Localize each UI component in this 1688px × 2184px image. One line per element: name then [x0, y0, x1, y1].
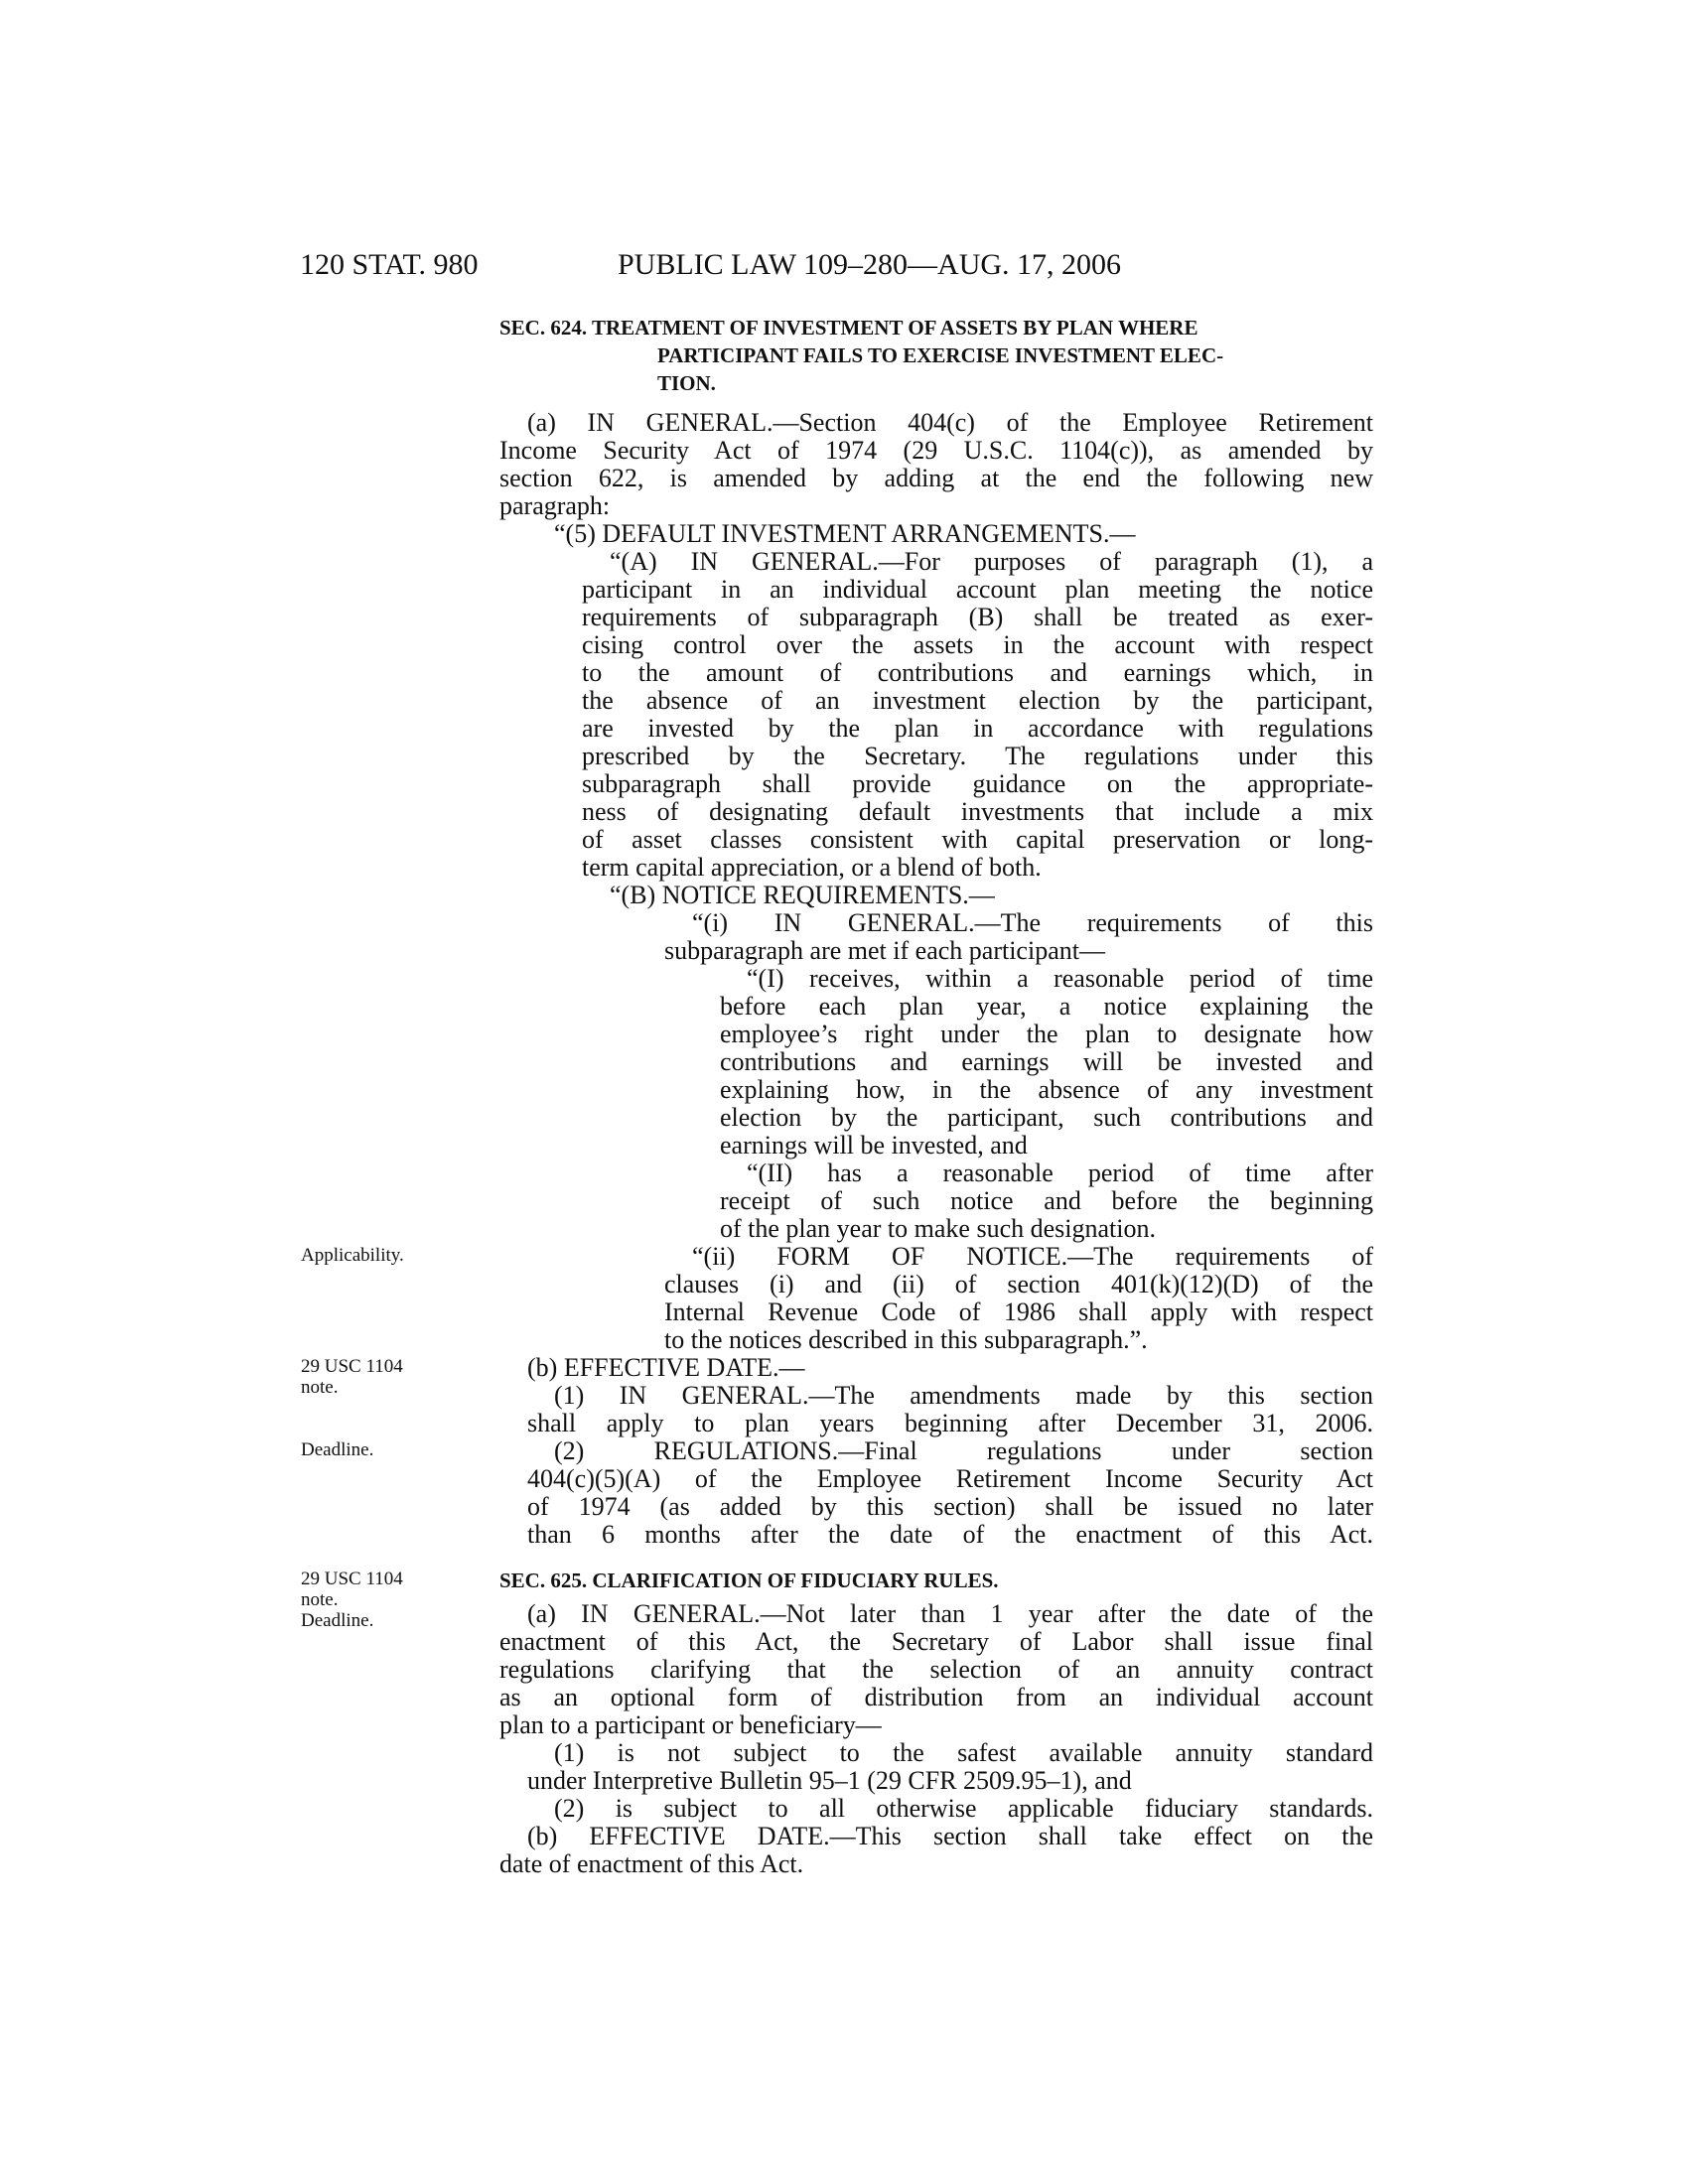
body-line: receipt of such notice and before the beginning [720, 1186, 1373, 1215]
running-header-law: PUBLIC LAW 109–280—AUG. 17, 2006 [618, 248, 1122, 281]
body-line: shall apply to plan years beginning after December 31, 2006. [527, 1409, 1373, 1437]
body-line: employee’s right under the plan to designate how [720, 1020, 1373, 1048]
body-line: Internal Revenue Code of 1986 shall apply with respect [664, 1297, 1373, 1326]
body-line: plan to a participant or beneficiary— [499, 1710, 882, 1739]
body-line: (1) is not subject to the safest available annuity standard [554, 1738, 1373, 1767]
body-line: paragraph: [499, 491, 611, 520]
body-line: “(B) NOTICE REQUIREMENTS.— [610, 881, 995, 909]
body-line: as an optional form of distribution from an individual account [499, 1683, 1373, 1711]
body-line: of 1974 (as added by this section) shall be issued no later [527, 1492, 1373, 1521]
margin-note-usc-note: note. [301, 1377, 339, 1398]
body-line: enactment of this Act, the Secretary of Labor shall issue final [499, 1627, 1373, 1656]
body-line: under Interpretive Bulletin 95–1 (29 CFR 2509.95–1), and [527, 1766, 1132, 1795]
body-line: participant in an individual account plan meeting the notice [582, 575, 1373, 604]
body-line: to the notices described in this subparagraph.”. [664, 1325, 1148, 1354]
margin-note-usc-line: 29 USC 1104 [301, 1569, 403, 1589]
margin-note-usc-line: 29 USC 1104 [301, 1356, 403, 1377]
body-line: (2) REGULATIONS.—Final regulations under section [554, 1436, 1373, 1465]
body-line: (1) IN GENERAL.—The amendments made by this section [554, 1381, 1373, 1410]
body-line: term capital appreciation, or a blend of both. [582, 853, 1042, 882]
body-line: 404(c)(5)(A) of the Employee Retirement Income Security Act [527, 1464, 1373, 1493]
body-line: contributions and earnings will be invested and [720, 1047, 1373, 1076]
body-line: than 6 months after the date of the enactment of this Act. [527, 1520, 1373, 1549]
body-line: are invested by the plan in accordance with regulations [582, 714, 1373, 743]
margin-note-usc-1104-deadline [301, 1569, 403, 1631]
body-line: explaining how, in the absence of any investment [720, 1075, 1373, 1104]
section-624-heading-line1: SEC. 624. TREATMENT OF INVESTMENT OF ASSETS BY PLAN WHERE [499, 316, 1198, 340]
body-line: before each plan year, a notice explaining the [720, 992, 1373, 1021]
body-line: clauses (i) and (ii) of section 401(k)(12)(D) of the [664, 1270, 1373, 1298]
body-line: of the plan year to make such designation. [720, 1214, 1156, 1243]
body-line: of asset classes consistent with capital preservation or long- [582, 825, 1373, 854]
body-line: “(i) IN GENERAL.—The requirements of this [692, 908, 1373, 937]
margin-note-usc-1104 [301, 1356, 403, 1398]
body-line: the absence of an investment election by the participant, [582, 686, 1373, 715]
body-line: subparagraph are met if each participant— [664, 936, 1105, 965]
body-line: Income Security Act of 1974 (29 U.S.C. 1104(c)), as amended by [499, 436, 1373, 465]
body-line: “(II) has a reasonable period of time after [747, 1159, 1373, 1187]
body-line: earnings will be invested, and [720, 1131, 1028, 1160]
body-line: “(I) receives, within a reasonable period of time [747, 964, 1373, 993]
margin-note-deadline: Deadline. [301, 1439, 374, 1460]
body-line: (a) IN GENERAL.—Section 404(c) of the Employee Retirement [527, 408, 1373, 437]
section-624-heading-line2: PARTICIPANT FAILS TO EXERCISE INVESTMENT ELEC- [657, 343, 1224, 367]
section-624-heading-line3: TION. [657, 371, 716, 395]
margin-note-deadline: Deadline. [301, 1610, 374, 1631]
running-header-stat: 120 STAT. 980 [300, 248, 479, 281]
body-line: “(ii) FORM OF NOTICE.—The requirements of [692, 1242, 1373, 1271]
body-line: “(5) DEFAULT INVESTMENT ARRANGEMENTS.— [554, 519, 1136, 548]
body-line: date of enactment of this Act. [499, 1849, 804, 1878]
body-line: to the amount of contributions and earnings which, in [582, 658, 1373, 687]
body-line: regulations clarifying that the selection of an annuity contract [499, 1655, 1373, 1684]
body-line: ness of designating default investments that include a mix [582, 797, 1373, 826]
section-625-heading: SEC. 625. CLARIFICATION OF FIDUCIARY RULES. [499, 1569, 999, 1592]
margin-note-applicability: Applicability. [301, 1245, 404, 1266]
margin-note-usc-note: note. [301, 1589, 339, 1610]
body-line: cising control over the assets in the account with respect [582, 630, 1373, 659]
body-line: subparagraph shall provide guidance on the appropriate- [582, 769, 1373, 798]
section-624-heading [499, 314, 1373, 397]
body-line: section 622, is amended by adding at the end the following new [499, 464, 1373, 492]
body-line: “(A) IN GENERAL.—For purposes of paragraph (1), a [610, 547, 1373, 576]
body-line: (2) is subject to all otherwise applicable fiduciary standards. [554, 1794, 1373, 1823]
body-line: (b) EFFECTIVE DATE.— [527, 1353, 805, 1382]
body-line: (a) IN GENERAL.—Not later than 1 year after the date of the [527, 1599, 1373, 1628]
body-line: election by the participant, such contributions and [720, 1103, 1373, 1132]
body-line: (b) EFFECTIVE DATE.—This section shall take effect on the [527, 1822, 1373, 1850]
body-line: requirements of subparagraph (B) shall be treated as exer- [582, 603, 1373, 631]
body-line: prescribed by the Secretary. The regulations under this [582, 742, 1373, 770]
